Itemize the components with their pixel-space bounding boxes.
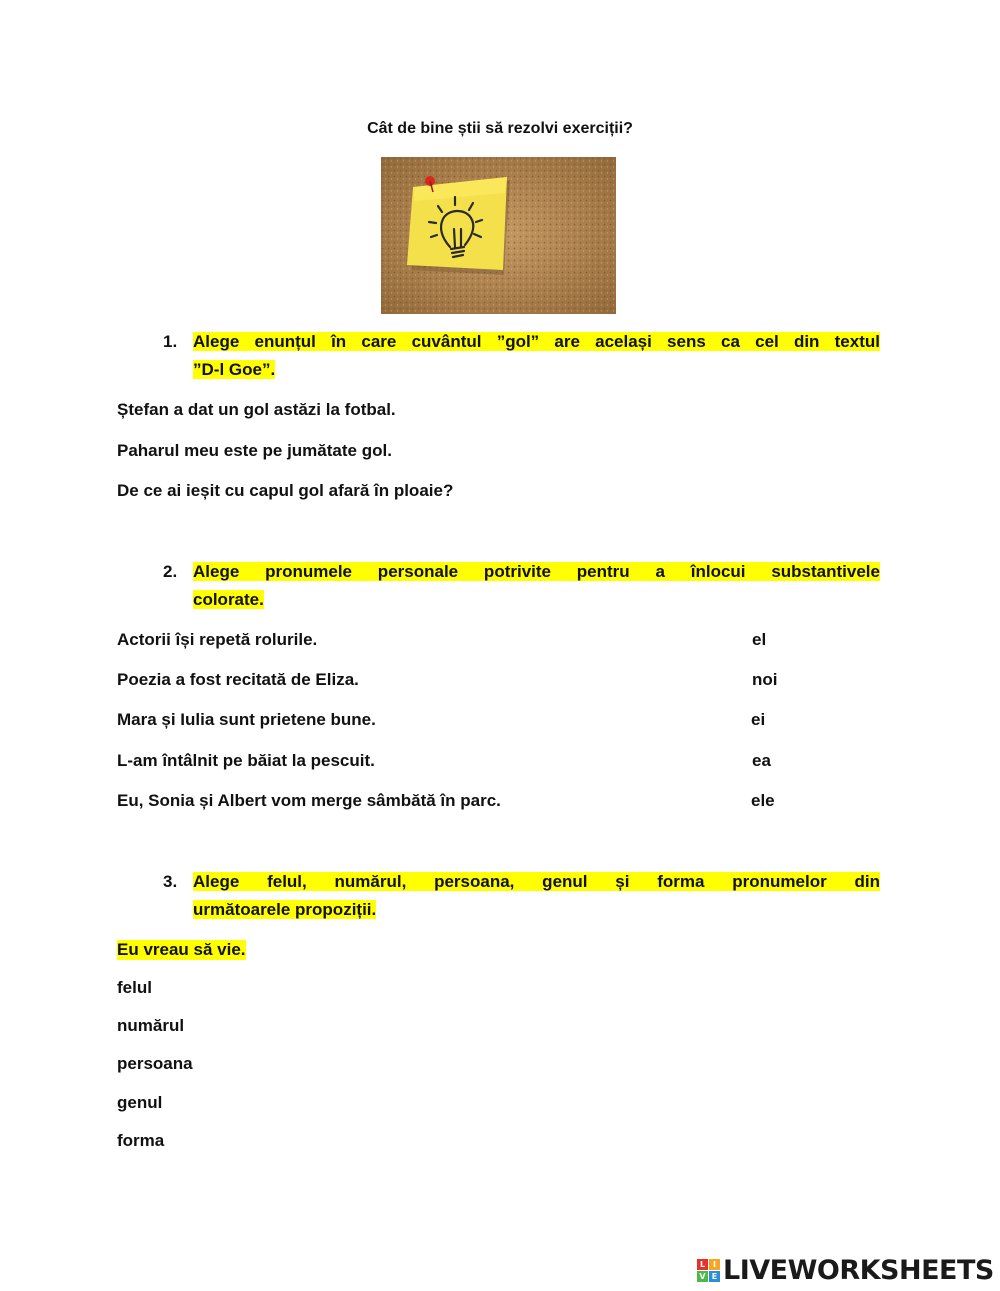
option-3[interactable]: De ce ai ieșit cu capul gol afară în ploaie?: [117, 481, 454, 500]
field-felul: felul: [117, 978, 152, 997]
question-3-line2: următoarele propoziții.: [193, 900, 377, 919]
option-1[interactable]: Ștefan a dat un gol astăzi la fotbal.: [117, 400, 396, 419]
logo-text: LIVEWORKSHEETS: [723, 1254, 994, 1286]
pronoun-noi[interactable]: noi: [752, 670, 778, 689]
logo-block-i: I: [709, 1259, 720, 1270]
field-forma: forma: [117, 1131, 165, 1150]
sentence-5: Eu, Sonia și Albert vom merge sâmbătă în parc.: [117, 791, 501, 810]
question-1-line2: ”D-l Goe”.: [193, 360, 276, 379]
pronoun-ei[interactable]: ei: [751, 710, 766, 729]
question-2-text: [193, 558, 880, 614]
logo-block-l: L: [697, 1259, 708, 1270]
question-3-line1: Alege felul, numărul, persoana, genul și forma pronumelor din: [193, 872, 880, 891]
field-numarul: numărul: [117, 1016, 185, 1035]
question-2-number: 2.: [163, 562, 178, 581]
field-persoana: persoana: [117, 1054, 193, 1073]
question-2-line1: Alege pronumele personale potrivite pentru a înlocui substantivele: [193, 562, 880, 581]
logo-blocks-icon: [697, 1259, 720, 1282]
logo-block-e: E: [709, 1271, 720, 1282]
liveworksheets-logo: [697, 1254, 994, 1286]
question-2-line2: colorate.: [193, 590, 264, 609]
lightbulb-sticky-note-image: [381, 157, 616, 314]
option-2[interactable]: Paharul meu este pe jumătate gol.: [117, 441, 392, 460]
pronoun-ele[interactable]: ele: [751, 791, 775, 810]
sentence-1: Actorii își repetă rolurile.: [117, 630, 318, 649]
logo-block-v: V: [697, 1271, 708, 1282]
field-genul: genul: [117, 1093, 163, 1112]
question-3-sentence: Eu vreau să vie.: [117, 940, 246, 959]
question-1-number: 1.: [163, 332, 178, 351]
question-3-text: [193, 868, 880, 924]
sentence-4: L-am întâlnit pe băiat la pescuit.: [117, 751, 375, 770]
sentence-3: Mara și Iulia sunt prietene bune.: [117, 710, 376, 729]
pronoun-el[interactable]: el: [752, 630, 767, 649]
sentence-2: Poezia a fost recitată de Eliza.: [117, 670, 359, 689]
page-title: Cât de bine știi să rezolvi exerciții?: [367, 120, 633, 137]
question-3-number: 3.: [163, 872, 178, 891]
pronoun-ea[interactable]: ea: [752, 751, 771, 770]
question-1-line1: Alege enunțul în care cuvântul ”gol” are același sens ca cel din textul: [193, 332, 880, 351]
question-1-text: [193, 328, 880, 384]
